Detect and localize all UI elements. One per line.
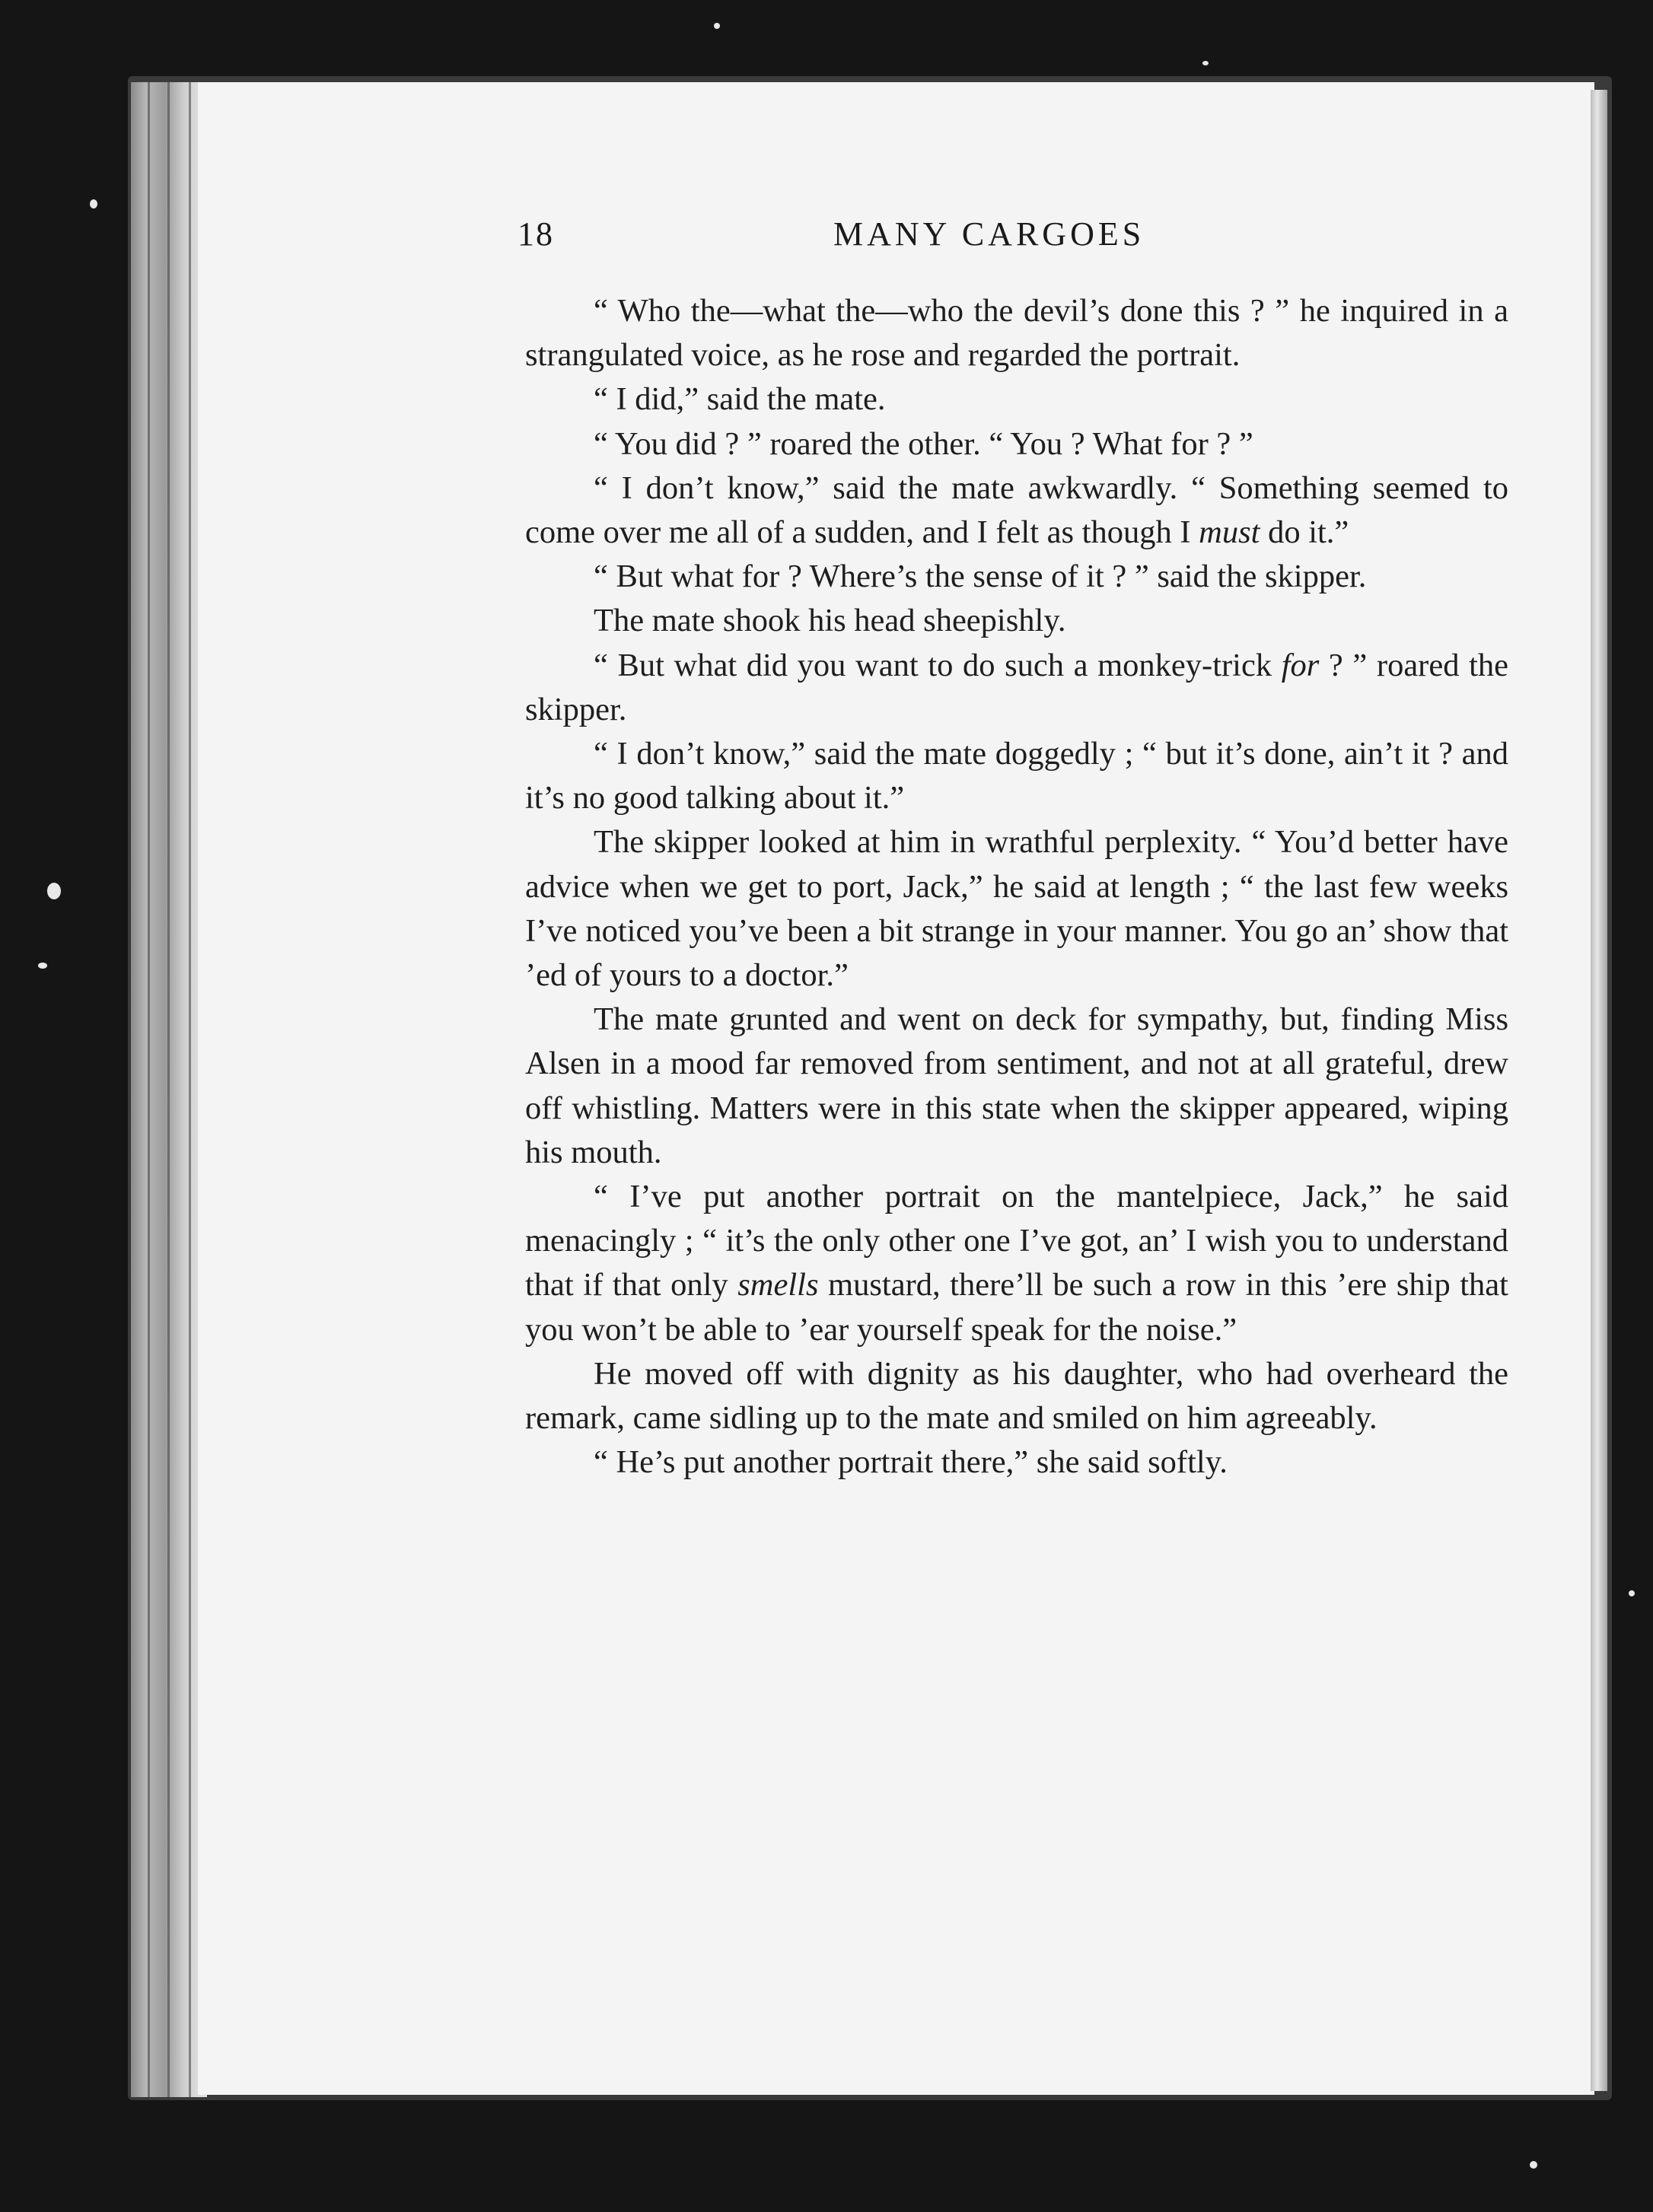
dust-speck <box>1202 61 1209 65</box>
italic-text: for <box>1281 647 1320 683</box>
paragraph <box>525 599 1508 643</box>
paragraph <box>525 1352 1508 1440</box>
paragraph <box>525 1175 1508 1352</box>
paragraph <box>525 555 1508 599</box>
dust-speck <box>47 883 61 899</box>
paragraph-text: “ I did,” said the mate. <box>594 381 886 418</box>
paragraph-text: “ But what did you want to do such a monkey-trick <box>594 647 1282 683</box>
book-gutter-edge <box>131 82 207 2097</box>
body-text <box>525 289 1508 1485</box>
paragraph-text: “ You did ? ” roared the other. “ You ? What for ? ” <box>594 425 1253 462</box>
paragraph-text: “ I’ve put another portrait on the mantelpiece, Jack,” he said menacingly ; “ it’s the only other one I’ve got, an’ I wish you to understand that if that only <box>525 1179 1508 1303</box>
dust-speck <box>714 23 720 29</box>
paragraph-text: “ Who the—what the—who the devil’s done this ? ” he inquired in a strangulated voice, as he rose and regarded the portrait. <box>525 293 1508 374</box>
page-number: 18 <box>518 215 554 253</box>
paragraph <box>525 732 1508 820</box>
paragraph <box>525 289 1508 377</box>
paragraph-text: He moved off with dignity as his daughter, who had overheard the remark, came sidling up to the mate and smiled on him agreeably. <box>525 1355 1508 1437</box>
paragraph <box>525 466 1508 555</box>
paragraph <box>525 644 1508 732</box>
paragraph-text: The mate grunted and went on deck for sympathy, but, finding Miss Alsen in a mood far removed from sentiment, and not at all grateful, drew off whistling. Matters were in this state when the skipper appeared, wiping his mouth. <box>525 1001 1508 1170</box>
paragraph-text: “ I don’t know,” said the mate doggedly ; “ but it’s done, ain’t it ? and it’s no good talking about it.” <box>525 736 1508 816</box>
paragraph-text: “ I don’t know,” said the mate awkwardly. “ Something seemed to come over me all of a sudden, and I felt as though I <box>525 469 1508 551</box>
paragraph-text: The mate shook his head sheepishly. <box>594 603 1066 639</box>
paragraph <box>525 998 1508 1175</box>
dust-speck <box>1629 1590 1635 1596</box>
paragraph <box>525 422 1508 466</box>
paragraph-text: do it.” <box>1260 514 1349 551</box>
book-right-edge <box>1591 90 1607 2091</box>
paragraph-text: “ But what for ? Where’s the sense of it ? ” said the skipper. <box>594 559 1367 595</box>
running-title: MANY CARGOES <box>833 215 1145 253</box>
italic-text: smells <box>737 1267 819 1303</box>
paragraph <box>525 820 1508 998</box>
paragraph-text: ? ” roared the skipper. <box>525 647 1508 727</box>
paragraph <box>525 377 1508 422</box>
paragraph <box>525 1440 1508 1485</box>
dust-speck <box>38 963 47 969</box>
dust-speck <box>1530 2161 1537 2169</box>
paragraph-text: mustard, there’ll be such a row in this ’ere ship that you won’t be able to ’ear yourself speak for the noise.” <box>525 1267 1508 1348</box>
paragraph-text: “ He’s put another portrait there,” she said softly. <box>594 1444 1228 1481</box>
page-header <box>518 215 1514 268</box>
dust-speck <box>90 199 97 208</box>
italic-text: must <box>1199 514 1260 551</box>
paragraph-text: The skipper looked at him in wrathful perplexity. “ You’d better have advice when we get to port, Jack,” he said at length ; “ the last few weeks I’ve noticed you’ve been a bit strange in your manner. You go an’ show that ’ed of yours to a doctor.” <box>525 824 1508 994</box>
